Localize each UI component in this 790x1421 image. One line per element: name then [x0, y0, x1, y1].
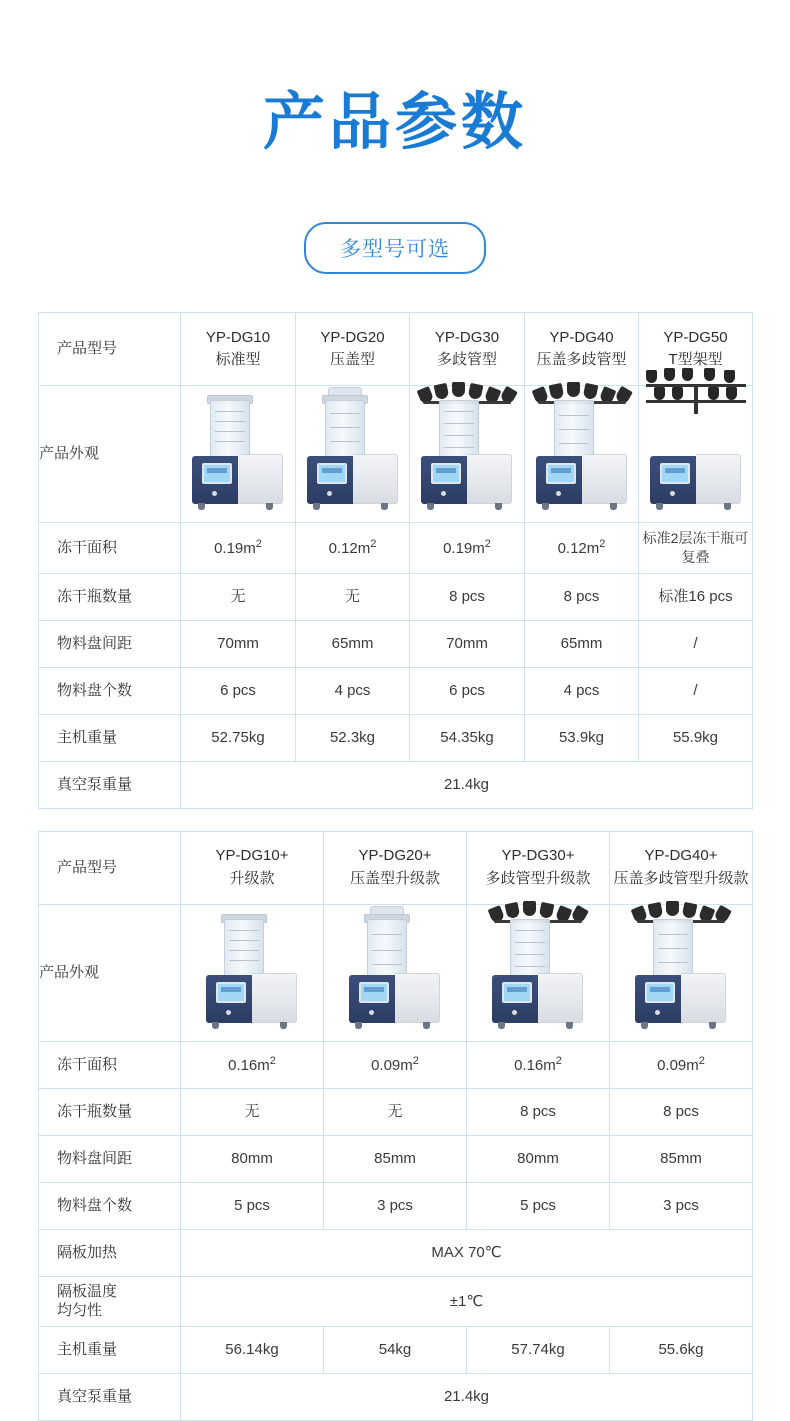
value: 0.09m: [657, 1056, 699, 1074]
main-weight-cell-4: 53.9kg: [525, 714, 639, 761]
bottles-cell-5: 标准16 pcs: [639, 573, 753, 620]
model-cell-1: [181, 831, 324, 904]
row-label-area: 冻干面积: [39, 1041, 181, 1088]
tray-count-cell-2: 4 pcs: [296, 667, 410, 714]
pump-weight-value: 21.4kg: [181, 1374, 753, 1421]
bottles-cell-3: 8 pcs: [410, 573, 525, 620]
tray-gap-cell-4: 85mm: [610, 1135, 753, 1182]
shelf-uniformity-value: ±1℃: [181, 1276, 753, 1327]
spec-table-2-wrapper: [38, 831, 752, 1421]
model-cell-4: [525, 313, 639, 386]
value: 0.16m: [228, 1056, 270, 1074]
table-row: [39, 1229, 753, 1276]
pump-weight-value: 21.4kg: [181, 761, 753, 808]
main-weight-cell-1: 52.75kg: [181, 714, 296, 761]
model-type: 多歧管型: [436, 351, 497, 369]
tray-gap-cell-3: 70mm: [410, 620, 525, 667]
model-name: YP-DG30: [434, 328, 500, 346]
product-image-cell-1: [181, 904, 324, 1041]
model-type: 升级款: [229, 869, 275, 887]
row-label-shelf-uniformity: 隔板温度 均匀性: [39, 1276, 181, 1327]
tray-gap-cell-4: 65mm: [525, 620, 639, 667]
table-row: [39, 1088, 753, 1135]
model-name: YP-DG20: [320, 328, 385, 346]
tray-count-cell-1: 6 pcs: [181, 667, 296, 714]
model-cell-1: [181, 313, 296, 386]
table-row: [39, 761, 753, 808]
bottles-cell-1: 无: [181, 1088, 324, 1135]
table-row-appearance: [39, 386, 753, 523]
model-type: 压盖多歧管型: [536, 351, 627, 369]
row-label-main-weight: 主机重量: [39, 1327, 181, 1374]
model-type: 压盖多歧管型升级款: [613, 869, 749, 887]
table-row: [39, 667, 753, 714]
multi-model-badge: 多型号可选: [304, 222, 486, 274]
table-row: [39, 1182, 753, 1229]
table-row: [39, 1374, 753, 1421]
model-cell-3: [467, 831, 610, 904]
value: 0.16m: [514, 1056, 556, 1074]
main-weight-cell-3: 54.35kg: [410, 714, 525, 761]
model-name: YP-DG10+: [215, 847, 289, 865]
main-weight-cell-3: 57.74kg: [467, 1327, 610, 1374]
area-cell-2: [296, 523, 410, 574]
model-name: YP-DG40: [549, 328, 614, 346]
spec-table-2: [38, 831, 753, 1421]
row-label-area: 冻干面积: [39, 523, 181, 574]
model-type: 标准型: [215, 351, 261, 369]
row-label-pump-weight: 真空泵重量: [39, 761, 181, 808]
area-cell-4: [525, 523, 639, 574]
spec-table-1-wrapper: [38, 312, 752, 809]
tray-count-cell-4: 3 pcs: [610, 1182, 753, 1229]
bottles-cell-2: 无: [324, 1088, 467, 1135]
model-type: 压盖型: [329, 351, 375, 369]
main-weight-cell-1: 56.14kg: [181, 1327, 324, 1374]
area-cell-3: [467, 1041, 610, 1088]
bottles-cell-4: 8 pcs: [610, 1088, 753, 1135]
area-cell-1: [181, 523, 296, 574]
tray-count-cell-5: /: [639, 667, 753, 714]
model-name: YP-DG10: [205, 328, 271, 346]
model-name: YP-DG30+: [501, 847, 575, 865]
bottles-cell-1: 无: [181, 573, 296, 620]
product-image-cell-3: [410, 386, 525, 523]
area-cell-3: [410, 523, 525, 574]
freeze-dryer-presscap-plus-icon: [324, 905, 466, 1041]
main-weight-cell-2: 54kg: [324, 1327, 467, 1374]
product-image-cell-2: [296, 386, 410, 523]
row-label-tray-gap: 物料盘间距: [39, 620, 181, 667]
superscript: 2: [698, 1054, 705, 1067]
row-label-model: 产品型号: [39, 313, 181, 386]
bottles-cell-2: 无: [296, 573, 410, 620]
row-label-shelf-heating: 隔板加热: [39, 1229, 181, 1276]
superscript: 2: [370, 537, 377, 550]
tray-count-cell-2: 3 pcs: [324, 1182, 467, 1229]
row-label-appearance: 产品外观: [39, 386, 181, 523]
row-label-model: 产品型号: [39, 831, 181, 904]
table-row: [39, 523, 753, 574]
main-weight-cell-4: 55.6kg: [610, 1327, 753, 1374]
table-row: [39, 620, 753, 667]
row-label-pump-weight: 真空泵重量: [39, 1374, 181, 1421]
tray-gap-cell-2: 85mm: [324, 1135, 467, 1182]
model-type: 多歧管型升级款: [485, 869, 591, 887]
product-image-cell-3: [467, 904, 610, 1041]
area-cell-5: 标准2层冻干瓶可复叠: [639, 523, 753, 574]
area-cell-2: [324, 1041, 467, 1088]
page-title: 产品参数: [262, 85, 527, 158]
freeze-dryer-standard-icon: [181, 386, 295, 522]
tray-count-cell-3: 5 pcs: [467, 1182, 610, 1229]
table-row: [39, 1041, 753, 1088]
tray-gap-cell-1: 70mm: [181, 620, 296, 667]
tray-gap-cell-2: 65mm: [296, 620, 410, 667]
table-row: [39, 1327, 753, 1374]
model-cell-4: [610, 831, 753, 904]
product-image-cell-4: [610, 904, 753, 1041]
model-type: T型架型: [668, 351, 723, 369]
tray-count-cell-1: 5 pcs: [181, 1182, 324, 1229]
bottles-cell-4: 8 pcs: [525, 573, 639, 620]
product-image-cell-4: [525, 386, 639, 523]
freeze-dryer-presscap-manifold-icon: [525, 386, 638, 522]
value: 0.12m: [328, 539, 371, 557]
main-weight-cell-5: 55.9kg: [639, 714, 753, 761]
model-type: 压盖型升级款: [349, 869, 440, 887]
row-label-bottles: 冻干瓶数量: [39, 1088, 181, 1135]
superscript: 2: [255, 537, 262, 550]
area-cell-4: [610, 1041, 753, 1088]
table-row: [39, 714, 753, 761]
area-cell-1: [181, 1041, 324, 1088]
table-row: [39, 573, 753, 620]
superscript: 2: [599, 537, 606, 550]
superscript: 2: [269, 1054, 276, 1067]
value: 0.19m: [443, 539, 485, 557]
value: 0.09m: [371, 1056, 413, 1074]
row-label-tray-gap: 物料盘间距: [39, 1135, 181, 1182]
superscript: 2: [484, 537, 491, 550]
row-label-bottles: 冻干瓶数量: [39, 573, 181, 620]
tray-gap-cell-1: 80mm: [181, 1135, 324, 1182]
model-name: YP-DG50: [663, 328, 728, 346]
freeze-dryer-track-icon: [639, 386, 752, 522]
superscript: 2: [555, 1054, 562, 1067]
main-weight-cell-2: 52.3kg: [296, 714, 410, 761]
row-label-main-weight: 主机重量: [39, 714, 181, 761]
freeze-dryer-presscap-manifold-plus-icon: [610, 905, 752, 1041]
tray-gap-cell-5: /: [639, 620, 753, 667]
freeze-dryer-manifold-plus-icon: [467, 905, 609, 1041]
model-cell-2: [296, 313, 410, 386]
shelf-heating-value: MAX 70℃: [181, 1229, 753, 1276]
superscript: 2: [412, 1054, 419, 1067]
freeze-dryer-manifold-icon: [410, 386, 524, 522]
bottles-cell-3: 8 pcs: [467, 1088, 610, 1135]
model-name: YP-DG40+: [644, 847, 718, 865]
tray-gap-cell-3: 80mm: [467, 1135, 610, 1182]
model-cell-2: [324, 831, 467, 904]
model-name: YP-DG20+: [358, 847, 432, 865]
table-row-appearance: [39, 904, 753, 1041]
tray-count-cell-4: 4 pcs: [525, 667, 639, 714]
row-label-tray-count: 物料盘个数: [39, 1182, 181, 1229]
value: 0.19m: [214, 539, 256, 557]
spec-table-1: [38, 312, 753, 809]
table-row: [39, 831, 753, 904]
freeze-dryer-presscap-icon: [296, 386, 409, 522]
tray-count-cell-3: 6 pcs: [410, 667, 525, 714]
model-cell-3: [410, 313, 525, 386]
table-row: [39, 1135, 753, 1182]
row-label-appearance: 产品外观: [39, 904, 181, 1041]
badge-container: [0, 222, 790, 274]
freeze-dryer-standard-plus-icon: [181, 905, 323, 1041]
product-image-cell-2: [324, 904, 467, 1041]
row-label-tray-count: 物料盘个数: [39, 667, 181, 714]
table-row: [39, 1276, 753, 1327]
value: 0.12m: [557, 539, 600, 557]
product-image-cell-5: [639, 386, 753, 523]
product-image-cell-1: [181, 386, 296, 523]
